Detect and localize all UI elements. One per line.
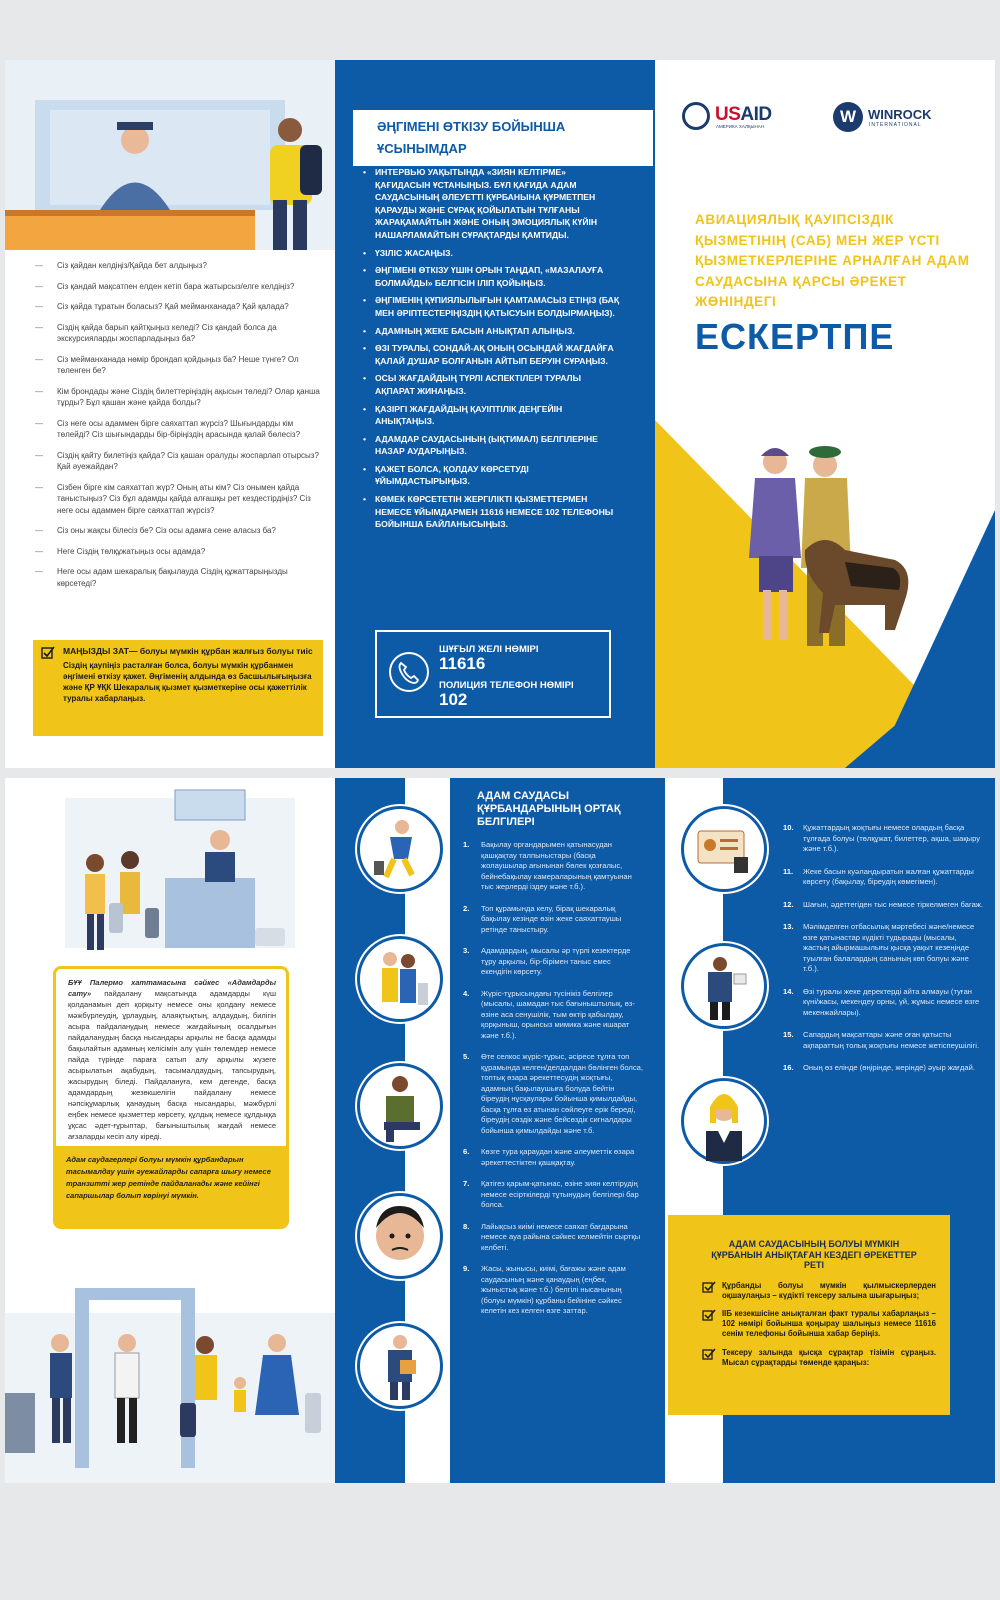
- sign-item: [783, 900, 983, 911]
- panel-cover: [655, 60, 995, 768]
- sign-item: [783, 867, 983, 888]
- definition-text: пайдалану мақсатында адамдарды күш қолданамын деп қорқыту немесе оны қолдану немесе мәжбүрлеудің, ұрлаудың, алаяқтықтың, алдаудың, билігін асыра пайдаланудың немесе жағдайының осалдығын пайдаланудың басқа нысандары арқылы не басқа адамды бақылайтын адамның келісімін алу үшін төлемдер немесе пайда түрінде параға сатып алу арқылы жүзеге асырылатын ақабудың, тасымалдаудың, тапсырудың, жасырудың біледі. Пайдалануға, кем дегенде, басқа адамдардың жезөкшелігін пайдалану немесе нәпсіқұмарлық қанаудың басқа нысандары, мәжбүрлі еңбек немесе қызметтер көрсету, құлдық немесе құлдыққа ұқсас әдет-ғұрыптар, бағыныштылық жағдай немесе ағзаларды кесіп алу кіреді.: [68, 989, 276, 1141]
- sign-number: 14.: [783, 986, 794, 996]
- action-steps-list: [702, 1281, 936, 1368]
- sign-text: Жасы, жынысы, киімі, бағажы және адам саудасының және қанаудың (еңбек, жыныстық және т.б.) белгілі нысанының (болуы мүмкін) құрбаны бейініне сәйкес келетін кез келген өзге заттар.: [481, 1264, 626, 1315]
- police-number: 102: [439, 690, 468, 709]
- couple-whispering-icon: [357, 936, 443, 1022]
- brochure-inside: [5, 778, 995, 1483]
- sign-text: Лайықсыз киімі немесе саяхат бағдарына немесе ауа райына сәйкес келмейтін сыртқы келбеті.: [481, 1221, 641, 1252]
- sign-text: Шағын, әдеттегіден тыс немесе тіркелмеген багаж.: [803, 899, 983, 909]
- sign-number: 6.: [463, 1147, 470, 1156]
- list-item: • КӨМЕК КӨРСЕТЕТІН ЖЕРГІЛІКТІ ҚЫЗМЕТТЕРМЕН НЕМЕСЕ ҰЙЫМДАРМЕН 11616 НЕМЕСЕ 102 ТЕЛЕФОНЫ БОЙЫНША БАЙЛАНЫСЫҢЫЗ.: [363, 493, 621, 531]
- sign-number: 3.: [463, 946, 470, 955]
- sign-number: 13.: [783, 922, 794, 931]
- checkbox-icon: [702, 1281, 716, 1293]
- checkbox-icon: [702, 1348, 716, 1360]
- sign-text: Өзі туралы жеке деректерді айта алмауы (туған күні/жасы, мекендеу орны, үй, жұмыс немесе өзге мекенжайлары).: [803, 986, 980, 1017]
- cover-subtitle: АВИАЦИЯЛЫҚ ҚАУІПСІЗДІК ҚЫЗМЕТІНІҢ (САБ) МЕН ЖЕР ҮСТІ ҚЫЗМЕТКЕРЛЕРІНЕ АРНАЛҒАН АДАМ САУДАСЫНА ҚАРСЫ ӘРЕКЕТ ЖӨНІНДЕГІ: [695, 212, 970, 309]
- officer-checking-icon: [681, 943, 767, 1029]
- sign-number: 15.: [783, 1030, 794, 1039]
- list-item: • АДАМДАР САУДАСЫНЫҢ (ЫҚТИМАЛ) БЕЛГІЛЕРІНЕ НАЗАР АУДАРЫҢЫЗ.: [363, 433, 621, 458]
- winrock-logo: [833, 102, 943, 134]
- action-step-text: Тексеру залында қысқа сұрақтар тізімін сұраңыз. Мысал сұрақтарды төменде қараңыз:: [722, 1347, 936, 1367]
- sign-text: Оның өз елінде (өңірінде, жерінде) әуыр жағдай.: [803, 1063, 975, 1072]
- sign-text: Көзге тура қараудан және әлеуметтік өзара әрекеттестіктен қашқақтау.: [481, 1147, 635, 1167]
- sign-number: 12.: [783, 899, 794, 909]
- signs-list-continued: [783, 823, 983, 1086]
- list-item: • ӘҢГІМЕНІҢ ҚҰПИЯЛЫЛЫҒЫН ҚАМТАМАСЫЗ ЕТІҢІЗ (БАҚ МЕН ӘРІПТЕСТЕРІҢІЗДІҢ ҚАТЫСУЫН БОЛДЫРМАҢЫЗ).: [363, 294, 621, 319]
- tips-title: ӘҢГІМЕНІ ӨТКІЗУ БОЙЫНША ҰСЫНЫМДАР: [377, 119, 566, 156]
- list-item: — Сіздің қайту билетіңіз қайда? Сіз қашан оралуды жоспарлап отырсыз? Қай әуежайдан?: [35, 450, 320, 473]
- usaid-tagline: АМЕРИКА ХАЛҚЫНАН: [716, 124, 765, 129]
- sign-text: Қатігез қарым-қатынас, өзіне зиян келтірудің немесе есірткілерді тұтынудың белгілері бар болса.: [481, 1179, 639, 1209]
- signs-title: АДАМ САУДАСЫ ҚҰРБАНДАРЫНЫҢ ОРТАҚ БЕЛГІЛЕРІ: [477, 790, 621, 828]
- sign-text: Топ құрамында келу, бірақ шекаралық бақылау кезінде өзін жеке саяхаттаушы ретінде таныстыру.: [481, 903, 622, 934]
- action-step-text: ІІБ кезекшісіне анықталған факт туралы хабарлаңыз – 102 нөмірі бойынша қоңырау шалыңыз немесе 11616 сенім телефоны бойынша хабар беріңіз.: [722, 1308, 936, 1339]
- note-heading: МАҢЫЗДЫ ЗАТ— болуы мүмкін құрбан жалғыз болуы тиіс: [63, 646, 313, 656]
- list-item: [702, 1281, 936, 1301]
- winrock-sub: INTERNATIONAL: [869, 122, 922, 128]
- list-item: • ИНТЕРВЬЮ УАҚЫТЫНДА «ЗИЯН КЕЛТІРМЕ» ҚАҒИДАСЫН ҰСТАНЫҢЫЗ. БҰЛ ҚАҒИДА АДАМ САУДАСЫНЫҢ ӘЛЕУЕТТІ ҚҰРБАНЫНА ҚҰРМЕТПЕН ҚАРАУДЫ ЖӘНЕ СҰРАҚ ҚОЙЫЛАТЫН ТҰЛҒАНЫ ЖАРАҚАМАЙТЫН ЖӘНЕ ОНЫҢ ЭМОЦИЯЛЫҚ КҮЙІН НАШАРЛАМАЙТЫН СҰРАҚТАРДЫ ҚАМТИДЫ.: [363, 166, 621, 242]
- list-item: — Кім брондады және Сіздің билеттеріңіздің ақысын төледі? Олар қанша тұрды? Бұл қашан және қайда болды?: [35, 386, 320, 409]
- sign-number: 2.: [463, 903, 470, 913]
- tips-title-box: [353, 110, 653, 166]
- sign-item: [463, 840, 643, 893]
- definition-lead: БҰҰ Палермо хаттамасына сәйкес «Адамдарды сату»: [68, 978, 276, 998]
- list-item: — Сіз қайда тұратын боласыз? Қай мейманханада? Қай қалада?: [35, 301, 320, 313]
- usaid-logo: [682, 102, 792, 132]
- winrock-name: WINROCK: [868, 107, 932, 122]
- list-item: — Сіздің қайда барып қайтқыңыз келеді? Сіз қандай болса да экскурсияларды жоспарладыңыз ба?: [35, 322, 320, 345]
- cover-heading: [695, 210, 985, 357]
- security-check-illustration: [5, 1283, 338, 1483]
- note-body: Сіздің қаупіңіз расталған болса, болуы мүмкін құрбанмен әңгімені өткізу қажет. Әңгіменің алдында өз басшылығыңызға және ҚР ҰҚК Шекаралық қызмет қызметкеріне осы қажеттілік туралы хабарлаңыз.: [63, 661, 312, 703]
- sign-item: [463, 904, 643, 936]
- sign-number: 16.: [783, 1063, 794, 1072]
- sign-number: 9.: [463, 1264, 470, 1273]
- list-item: — Сіз оны жақсы білесіз бе? Сіз осы адамға сене аласыз ба?: [35, 525, 320, 537]
- list-item: • ҮЗІЛІС ЖАСАҢЫЗ.: [363, 247, 621, 260]
- list-item: — Неге Сіздің төлқұжатыңыз осы адамда?: [35, 546, 320, 558]
- sign-item: [783, 823, 983, 855]
- list-item: — Сізбен бірге кім саяхаттап жүр? Оның аты кім? Сіз онымен қайда таныстыңыз? Сіз бұл адамды қайда алғашқы рет кездестірдіңіз? Сіз неге осы адаммен бірге саяхаттап жүрсіз?: [35, 482, 320, 517]
- checkbox-icon: [41, 646, 55, 659]
- signs-list: [463, 840, 643, 1328]
- sign-item: [463, 1052, 643, 1136]
- list-item: • АДАМНЫҢ ЖЕКЕ БАСЫН АНЫҚТАП АЛЫҢЫЗ.: [363, 325, 621, 338]
- sign-text: Жүріс-тұрысындағы түсінікіз белгілер (мысалы, шамадан тыс бағыныштылық, өз-өзіне аса сенушілік, тым өктір қабылдау, қорқыныш, орынсыз мимика және ишарат және т.б.).: [481, 988, 635, 1040]
- important-note: [33, 640, 323, 736]
- usaid-seal-icon: [682, 102, 710, 130]
- sign-number: 7.: [463, 1179, 470, 1188]
- cover-title: ЕСКЕРТПЕ: [695, 315, 895, 357]
- sign-item: [783, 922, 983, 975]
- hotline-box: [375, 630, 611, 718]
- passport-documents-icon: [681, 806, 767, 892]
- list-item: — Сіз мейманханада нөмір брондап қойдыңыз ба? Неше түнге? Ол төленген бе?: [35, 354, 320, 377]
- question-list: [35, 260, 320, 598]
- tips-list: [363, 166, 621, 536]
- usaid-logo-aid: AID: [740, 104, 772, 125]
- sign-item: [463, 1264, 643, 1317]
- panel-interview-tips: [335, 60, 655, 768]
- action-step-text: Құрбанды болуы мүмкін қылмыскерлерден оқшаулаңыз – күдікті тексеру залына шығарыңыз;: [722, 1280, 936, 1300]
- list-item: — Сіз қайдан келдіңіз/Қайда бет алдыңыз?: [35, 260, 320, 272]
- list-item: • ОСЫ ЖАҒДАЙДЫҢ ТҮРЛІ АСПЕКТІЛЕРІ ТУРАЛЫ АҚПАРАТ ЖИНАҢЫЗ.: [363, 372, 621, 397]
- action-steps-title: АДАМ САУДАСЫНЫҢ БОЛУЫ МҮМКІН ҚҰРБАНЫН АНЫҚТАҒАН КЕЗДЕГІ ӘРЕКЕТТЕР РЕТІ: [711, 1239, 917, 1270]
- sign-text: Жеке басын куәландыратын жалған құжаттарды көрсету (бақылау, біреудің көмегімен).: [803, 866, 974, 886]
- list-item: • ҚАЗІРГІ ЖАҒДАЙДЫҢ ҚАУІПТІЛІК ДЕҢГЕЙІН АНЫҚТАҢЫЗ.: [363, 403, 621, 428]
- cover-illustration: [655, 390, 995, 768]
- sign-item: [463, 1179, 643, 1211]
- list-item: — Сіз қандай мақсатпен елден кетіп бара жатырсыз/елге келдіңіз?: [35, 281, 320, 293]
- sign-item: [463, 946, 643, 978]
- sign-number: 11.: [783, 866, 794, 876]
- sign-item: [463, 989, 643, 1042]
- sign-number: 1.: [463, 840, 470, 849]
- sign-number: 4.: [463, 988, 470, 998]
- panel-signs: [335, 778, 665, 1483]
- phone-icon: [387, 650, 431, 694]
- checkbox-icon: [702, 1309, 716, 1321]
- officer-at-counter-illustration: [5, 60, 338, 250]
- panel-signs-continued: [665, 778, 995, 1483]
- definition-box: [53, 966, 289, 1229]
- sign-item: [463, 1222, 643, 1254]
- panel-definition: [5, 778, 338, 1483]
- person-with-box-icon: [357, 1323, 443, 1409]
- sign-text: Мәлімделген отбасылық мәртебесі және/немесе өзге қатынастар күдікті тудырады (мысалы, жастың айырмашылығы қысқа уақыт кезеңінде туылған балалардың санының көп болуы және т.б.).: [803, 922, 975, 973]
- sign-text: Бақылау органдарымен қатынасудан қашқақтау талпыныстары (басқа жолаушылар ағынынан бөлек қозғалыс, бейнебақылау камераларының қамтуынан тыс жерлерді іздеу және т.б.).: [481, 840, 632, 891]
- definition-highlight: Адам саудагерлері болуы мүмкін құрбандарын тасымалдау үшін әуежайларды сапарға шығу немесе транзитті жер ретінде пайдаланады және кейінгі сапаршылар болып көрінуі мүмкін.: [56, 1146, 286, 1226]
- sad-person-icon: [357, 1063, 443, 1149]
- list-item: [702, 1309, 936, 1340]
- action-steps-box: [668, 1215, 950, 1415]
- hotline-label: ШҰҒЫЛ ЖЕЛІ НӨМІРІ: [439, 644, 539, 655]
- nervous-face-icon: [357, 1193, 443, 1279]
- sign-item: [783, 1063, 983, 1074]
- sign-number: 5.: [463, 1052, 470, 1061]
- sign-text: Сапардың мақсаттары және оған қатысты ақпараттың толық жоқтығы немесе жетіспеушілігі.: [803, 1030, 980, 1050]
- winrock-mark-icon: W: [833, 102, 863, 132]
- usaid-logo-us: US: [715, 104, 741, 125]
- sign-text: Құжаттардың жоқтығы немесе олардың басқа тұлғада болуы (төлқұжат, билеттер, ақша, шақыру және т.б.).: [803, 823, 981, 853]
- police-label: ПОЛИЦИЯ ТЕЛЕФОН НӨМІРІ: [439, 680, 574, 691]
- panel-questions: [5, 60, 338, 768]
- sign-item: [463, 1147, 643, 1168]
- sign-number: 10.: [783, 823, 794, 832]
- traveler-running-icon: [357, 806, 443, 892]
- check-in-illustration: [5, 778, 338, 958]
- list-item: • ҚАЖЕТ БОЛСА, ҚОЛДАУ КӨРСЕТУДІ ҰЙЫМДАСТЫРЫҢЫЗ.: [363, 463, 621, 488]
- hotline-number: 11616: [439, 654, 486, 673]
- list-item: — Неге осы адам шекаралық бақылауда Сіздің құжаттарыңызды көрсетеді?: [35, 566, 320, 589]
- sign-item: [783, 987, 983, 1019]
- brochure-outside: [5, 60, 995, 768]
- list-item: [702, 1348, 936, 1368]
- sign-item: [783, 1030, 983, 1051]
- worried-woman-icon: [681, 1078, 767, 1164]
- sign-text: Өте селкос жүріс-тұрыс, әсіресе тұлға топ құрамында келген/делдалдан бөлінген болса, топтық өзара әрекеттесудің жоқтығы, адамның бақылаушыға болуда бейтін біреудің нұсқаулары бойынша қимылдайды, басқа тұлға өз атынан сөйлеуге ерік береді, біреудің сөздік және бейсөздік сигналдары бойынша қимылдайды және т.б.: [481, 1052, 643, 1135]
- sign-number: 8.: [463, 1221, 470, 1231]
- list-item: • ӘҢГІМЕНІ ӨТКІЗУ ҮШІН ОРЫН ТАҢДАП, «МАЗАЛАУҒА БОЛМАЙДЫ» БЕЛГІСІН ІЛІП ҚОЙЫҢЫЗ.: [363, 264, 621, 289]
- sign-text: Адамдардың, мысалы әр түрлі кезектерде тұру арқылы, бір-бірімен таныс емес екендігін көрсету.: [481, 946, 631, 976]
- list-item: — Сіз неге осы адаммен бірге саяхаттап жүрсіз? Шығындарды кім төлейді? Сіз шығындарды бір-біріңіздің арасында қалай бөлесіз?: [35, 418, 320, 441]
- list-item: • ӨЗІ ТУРАЛЫ, СОНДАЙ-АҚ ОНЫҢ ОСЫНДАЙ ЖАҒДАЙҒА ҚАЛАЙ ДУШАР БОЛҒАНЫН АЙТЫП БЕРУІН СҰРАҢЫЗ.: [363, 342, 621, 367]
